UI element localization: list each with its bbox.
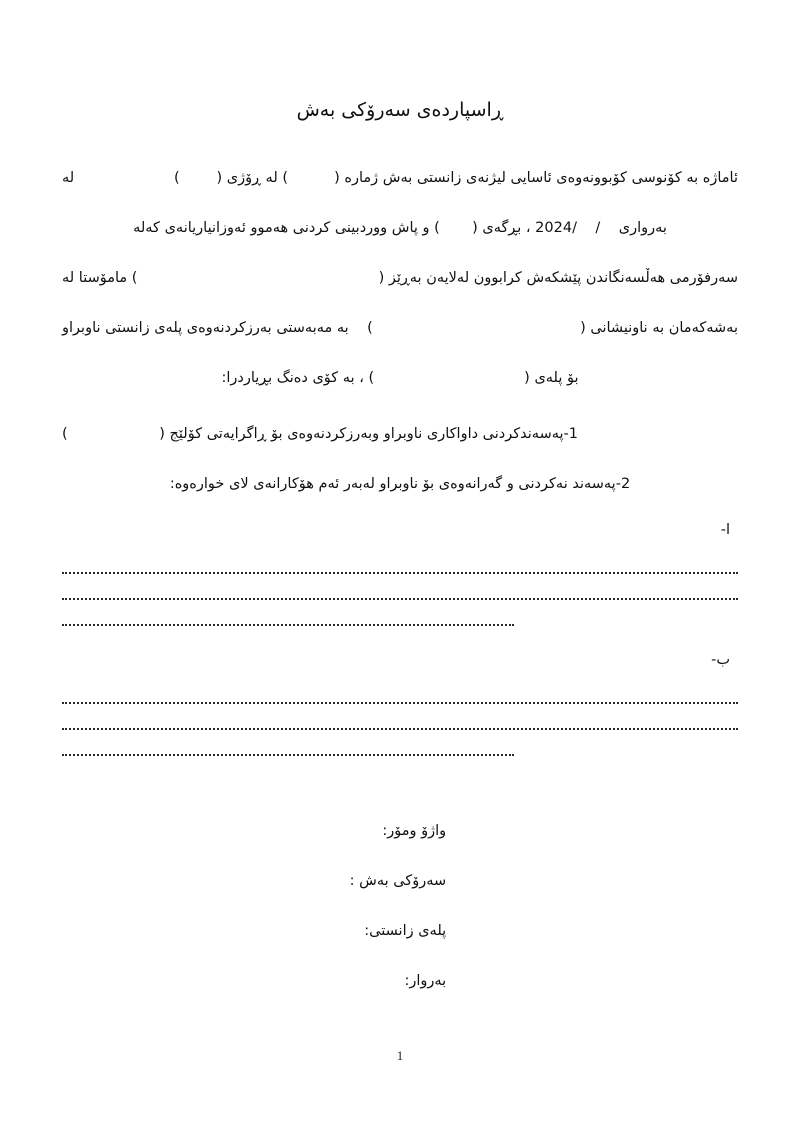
- page-title: ڕاسپاردەی سەرۆکی بەش: [296, 99, 504, 121]
- paragraph-line-5: [62, 368, 738, 418]
- decision-item-1: [62, 424, 738, 474]
- intro-paragraph: [62, 168, 738, 418]
- reason-a-writing-line-2[interactable]: [62, 582, 738, 608]
- paragraph-line-4-tail: ) بە مەبەستی بەرزکردنەوەی پلەی زانستی ناوبراو: [62, 320, 373, 336]
- decision-item-2-text: 2-پەسەند نەکردنی و گەرانەوەی بۆ ناوبراو لەبەر ئەم هۆکارانەی لای خوارەوە:: [169, 476, 631, 492]
- academic-rank-label: پلەی زانستی:: [364, 923, 447, 940]
- reason-section-a-marker: ا-: [720, 522, 730, 538]
- paragraph-line-5-main: بۆ پلەی (: [524, 370, 579, 386]
- reason-a-writing-line-3[interactable]: [62, 608, 738, 634]
- reason-section-b-marker: ب-: [711, 652, 730, 668]
- reason-b-writing-line-1[interactable]: [62, 686, 738, 712]
- decision-item-2: [62, 474, 738, 524]
- reason-b-writing-line-3[interactable]: [62, 738, 738, 764]
- paragraph-line-3-main: سەرفۆرمی هەڵسەنگاندن پێشکەش کرابوون لەلایەن بەڕێز (: [378, 270, 738, 286]
- paragraph-line-5-tail: ) ، بە کۆی دەنگ بڕیاردرا:: [221, 370, 375, 386]
- paragraph-line-3: [62, 268, 738, 318]
- decision-item-1-checkbox[interactable]: ): [62, 426, 68, 442]
- head-of-department-label: سەرۆکی بەش :: [349, 873, 447, 890]
- signature-block: [0, 800, 800, 1000]
- dotted-rule: [62, 624, 514, 626]
- paragraph-line-1-tail: لە: [62, 170, 75, 186]
- reason-b-writing-line-2[interactable]: [62, 712, 738, 738]
- page-number: 1: [396, 1048, 404, 1063]
- signature-stamp-label: واژۆ ومۆر:: [382, 823, 447, 840]
- dotted-rule: [62, 572, 738, 574]
- paragraph-line-2: [62, 218, 738, 268]
- decision-item-1-text: 1-پەسەندکردنی داواکاری ناوبراو وبەرزکردنەوەی بۆ ڕاگرایەتی کۆلێج (: [159, 426, 578, 442]
- reason-section-b: [62, 650, 738, 764]
- dotted-rule: [62, 598, 738, 600]
- dotted-rule: [62, 728, 738, 730]
- signature-stamp-row: [0, 800, 800, 850]
- paragraph-line-3-tail: ) مامۆستا لە: [62, 270, 138, 286]
- reason-section-a: [62, 520, 738, 634]
- decision-list: [62, 424, 738, 524]
- date-label: بەروار:: [404, 973, 447, 990]
- dotted-rule: [62, 702, 738, 704]
- paragraph-line-4-main: بەشەکەمان بە ناونیشانی (: [580, 320, 738, 336]
- paragraph-line-1: [62, 168, 738, 218]
- paragraph-line-4: [62, 318, 738, 368]
- reason-a-writing-line-1[interactable]: [62, 556, 738, 582]
- paragraph-line-1-main: ئاماژە بە کۆنوسی کۆبوونەوەی ئاسایی لیژنەی زانستی بەش ژمارە ( ) لە ڕۆژی ( ): [173, 170, 738, 186]
- dotted-rule: [62, 754, 514, 756]
- paragraph-line-2-main: بەرواری / /2024 ، بڕگەی ( ) و پاش ووردبینی کردنی هەموو ئەوزانیاریانەی کەلە: [133, 220, 667, 236]
